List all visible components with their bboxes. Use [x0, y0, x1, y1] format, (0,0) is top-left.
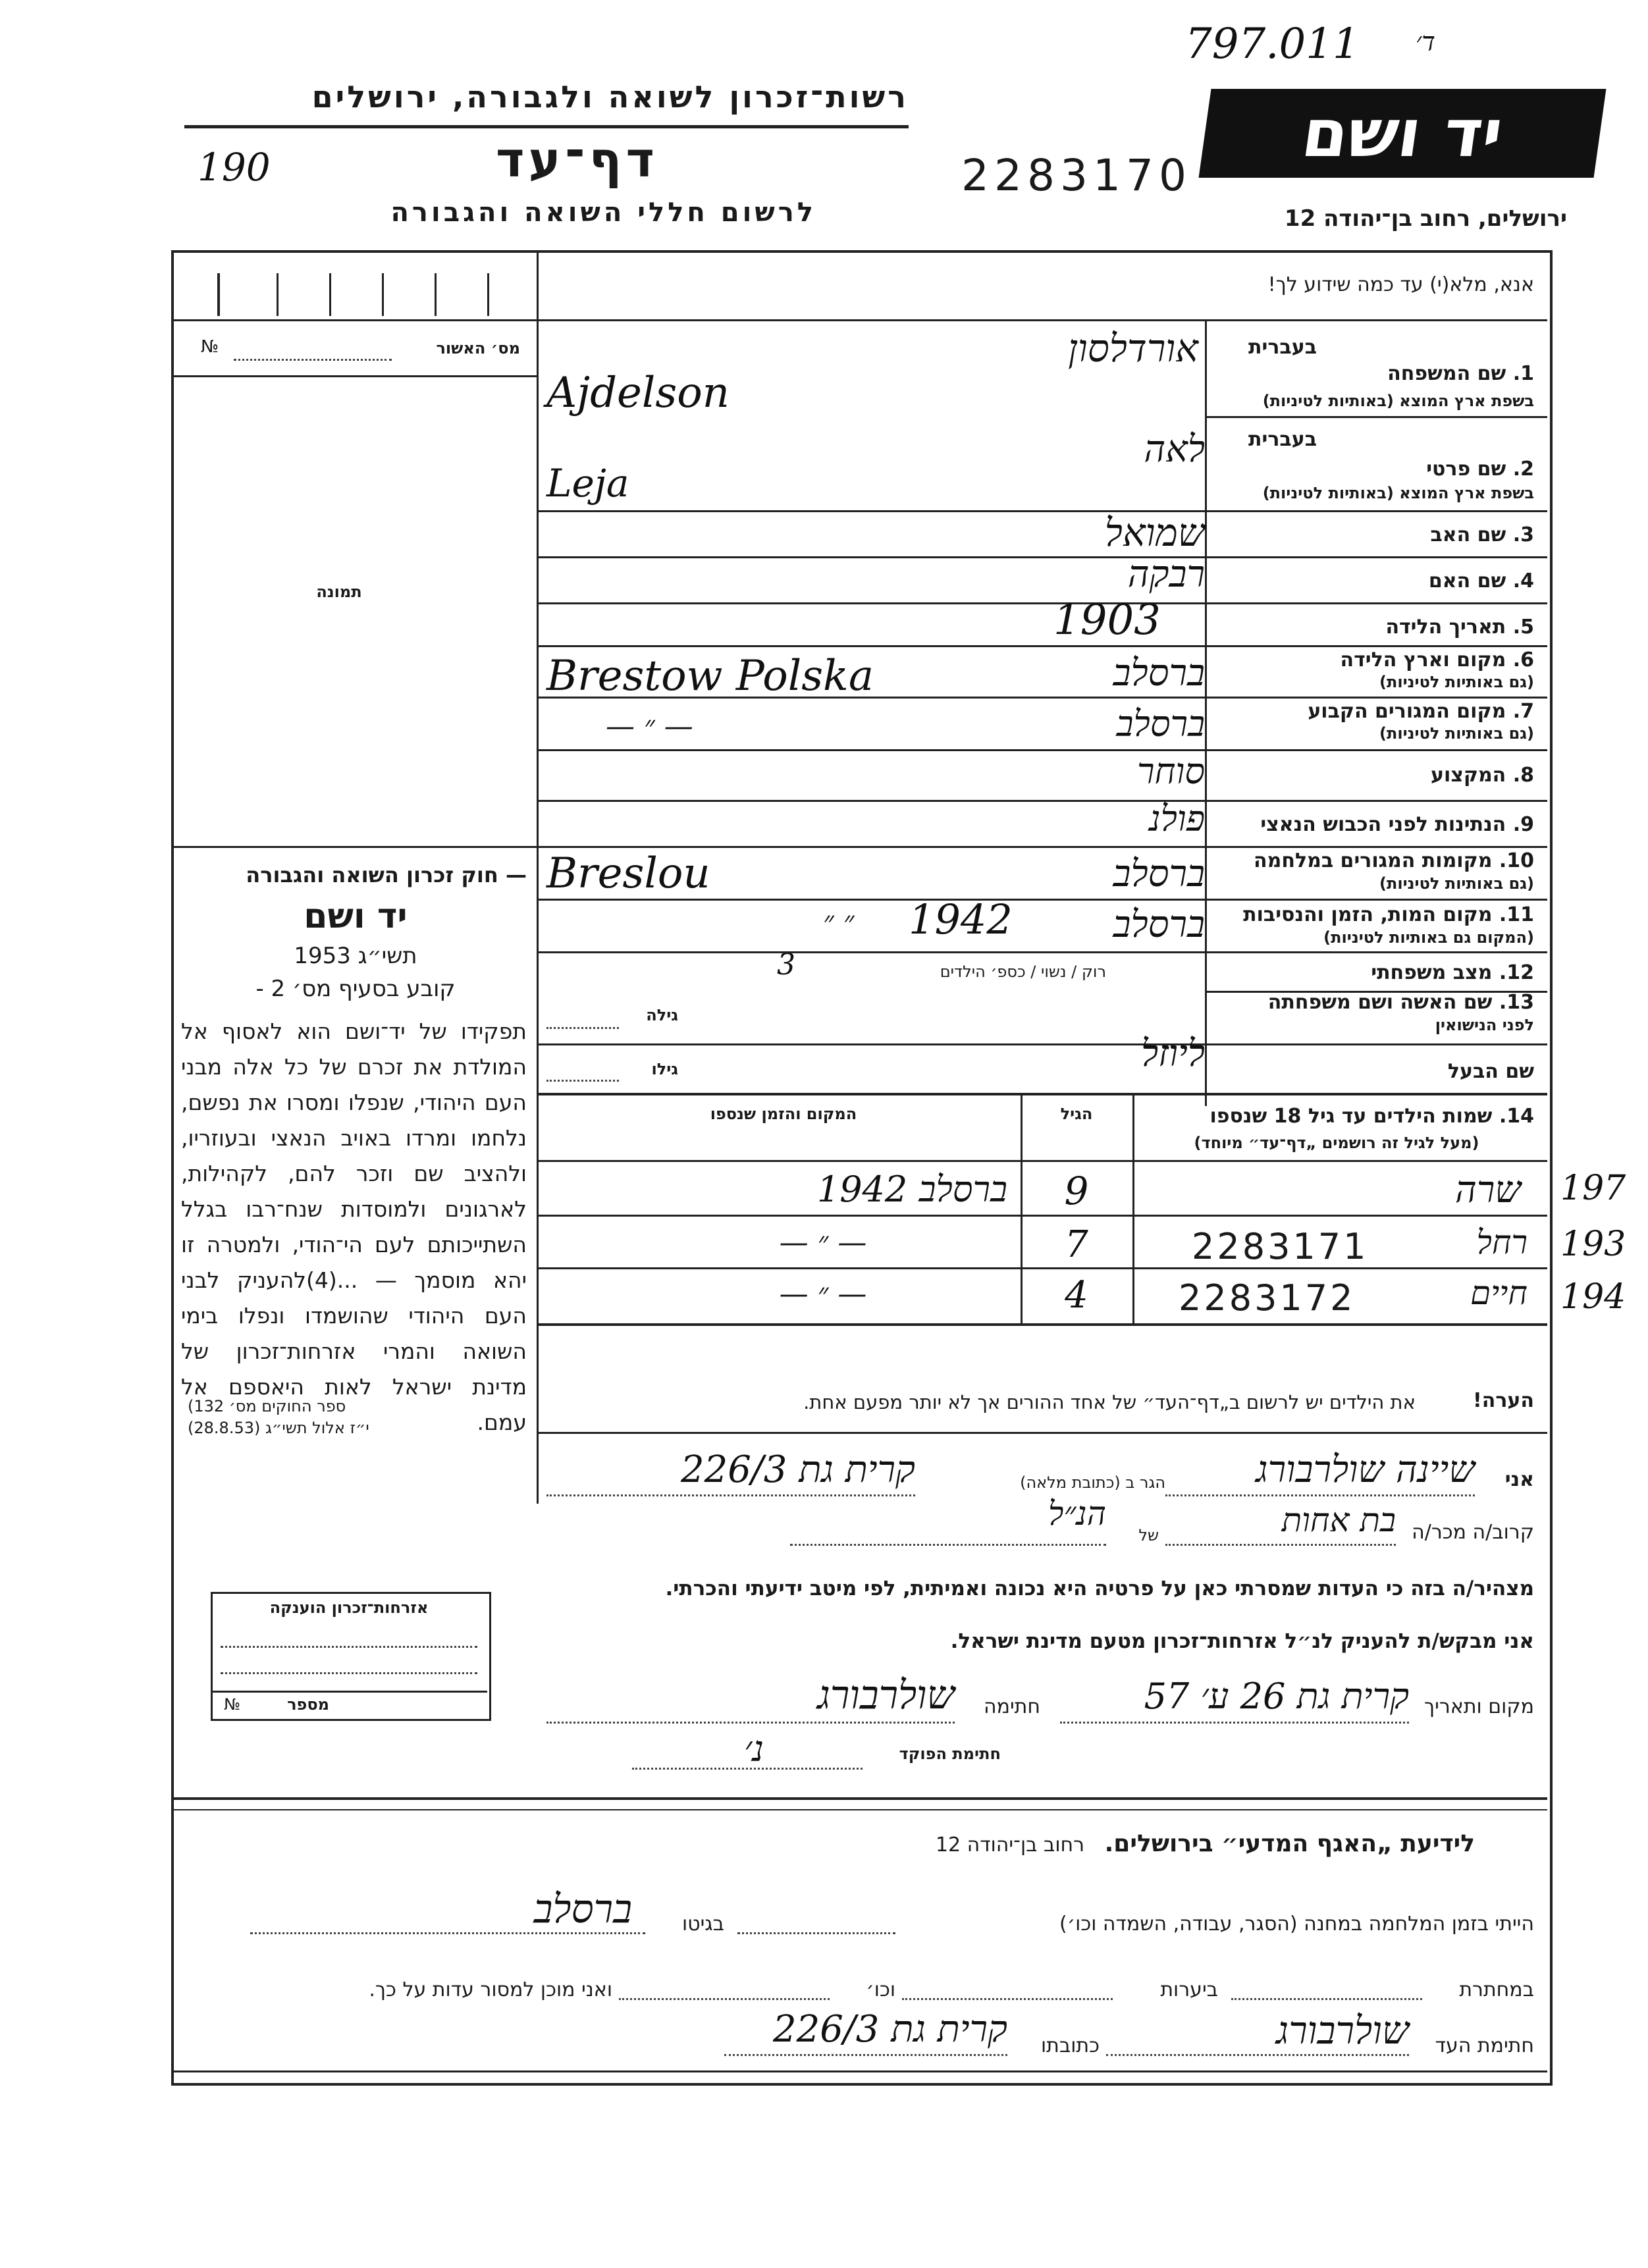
field-8-rule	[537, 800, 1547, 802]
field-10-sub: (גם באותיות לטיניות)	[1379, 874, 1534, 893]
field-12-label: 12. מצב משפחתי	[1371, 961, 1534, 984]
child-3-name: חיים	[1470, 1274, 1528, 1312]
child-3-serial: 2283172	[1179, 1277, 1356, 1319]
field-12-options: רוק / נשוי / כספ׳ הילדים	[940, 963, 1106, 981]
child-2-age: 7	[1065, 1223, 1088, 1266]
place-date-label: מקום ותאריך	[1424, 1695, 1534, 1718]
children-label: 14. שמות הילדים עד גיל 18 שנספו	[1209, 1105, 1534, 1128]
field-13-sub: לפני הנישואין	[1435, 1016, 1534, 1034]
children-bottom-rule	[537, 1323, 1547, 1326]
wife-age-label: גילה	[646, 1006, 678, 1024]
child-3-place: — ״ —	[779, 1277, 867, 1311]
children-age-divider	[1021, 1094, 1023, 1325]
field-14-top-rule	[537, 1093, 1547, 1095]
declarant-address: קרית גת 226/3	[681, 1448, 915, 1491]
header-rule	[184, 125, 909, 128]
photo-top-rule	[171, 375, 537, 377]
field-7-sub: (גם באותיות לטיניות)	[1379, 724, 1534, 743]
relation-value: בת אחות	[1281, 1501, 1396, 1539]
witness-signature-line	[1106, 2054, 1409, 2056]
wife-age-line	[546, 1027, 619, 1029]
etc-line	[619, 1998, 830, 2000]
ghetto-line	[250, 1932, 645, 1934]
husband-age-label: גילו	[651, 1060, 678, 1078]
field-6-latin: Brestow Polska	[546, 652, 874, 700]
forests-line	[902, 1998, 1113, 2000]
remark-title: הערה!	[1473, 1389, 1534, 1412]
field-1-label: 1. שם המשפחה	[1387, 362, 1534, 385]
witness-address-line	[724, 2054, 1007, 2056]
photo-bottom-rule	[171, 846, 537, 848]
citizenship-line	[221, 1646, 477, 1648]
field-5-rule	[537, 645, 1547, 647]
statement-1: מצהיר/ה בזה כי העדות שמסרתי כאן על פרטיה היא נכונה ואמיתית, לפי מיטב ידיעתי והכרתי.	[665, 1577, 1534, 1600]
field-2-latin: Leja	[546, 461, 629, 506]
children-name-divider	[1132, 1094, 1134, 1325]
field-7-ditto: — ״ —	[606, 710, 693, 743]
children-header-rule	[537, 1160, 1547, 1162]
child-2-name: רחל	[1476, 1223, 1528, 1261]
field-2-label: 2. שם פרטי	[1426, 458, 1534, 481]
law-title: — חוק זכרון השואה והגבורה	[246, 862, 527, 887]
declarant-name: שיינה שולרבורג	[1256, 1448, 1475, 1491]
field-3-label: 3. שם האב	[1430, 523, 1534, 546]
footer-title-text: לידיעת „האגף המדעי״ בירושלים.	[1104, 1830, 1475, 1857]
of-label: של	[1138, 1526, 1159, 1544]
of-line	[790, 1544, 1106, 1546]
field-5-label: 5. תאריך הלידה	[1385, 616, 1534, 639]
place-date-line	[1060, 1722, 1409, 1724]
field-1-hebrew: אורדלסון	[1068, 326, 1198, 371]
photo-placeholder: תמונה	[316, 583, 362, 601]
child-1-row-number: 197	[1560, 1169, 1626, 1208]
perforation	[217, 273, 220, 316]
left-top-rule	[171, 319, 537, 321]
field-4-rule	[537, 602, 1547, 604]
ghetto-label: בגיטו	[681, 1912, 724, 1936]
relation-line	[1165, 1544, 1396, 1546]
child-1-age: 9	[1064, 1169, 1089, 1213]
field-9-label: 9. הנתינות לפני הכבוש הנאצי	[1260, 813, 1534, 836]
field-9-rule	[537, 846, 1547, 848]
place-date-value: קרית גת 26 ע׳ 57	[1144, 1675, 1409, 1717]
citizenship-line	[221, 1672, 477, 1674]
logo	[1199, 89, 1607, 178]
witness-signature: שולרבורג	[1276, 2008, 1409, 2053]
field-6-hebrew: ברסלב	[1113, 652, 1205, 695]
citizenship-no-sign: №	[224, 1695, 240, 1714]
witness-address-label: כתובתו	[1041, 2034, 1100, 2057]
field-11-ditto: ״ ״	[823, 905, 855, 939]
footer-separator	[171, 1797, 1547, 1800]
law-year: תשי״ג 1953	[294, 943, 417, 969]
left-column-divider	[537, 253, 539, 1504]
husband-age-line	[546, 1080, 619, 1082]
forests-label: ביערות	[1160, 1978, 1218, 2001]
law-logo: יד ושם	[304, 897, 408, 936]
field-10-rule	[537, 899, 1547, 901]
form-subtitle: לרשום חללי השואה והגבורה	[390, 198, 816, 228]
field-4-value: רבקה	[1127, 553, 1205, 596]
field-11-year: 1942	[909, 895, 1013, 943]
page-number: 190	[198, 145, 271, 190]
underground-line	[1231, 1998, 1422, 2000]
child-2-serial: 2283171	[1192, 1226, 1369, 1267]
field-6-sub: (גם באותיות לטיניות)	[1379, 673, 1534, 691]
field-11-label: 11. מקום המות, הזמן והנסיבות	[1243, 903, 1534, 926]
approval-no-sign: №	[201, 337, 219, 357]
field-3-value: שמואל	[1104, 510, 1205, 555]
archive-number: 797.011	[1185, 20, 1360, 68]
officer-signature: נ׳	[744, 1728, 764, 1770]
declarant-line	[1165, 1494, 1475, 1496]
field-10-label: 10. מקומות המגורים במלחמה	[1254, 849, 1534, 872]
field-11-sub: (המקום גם באותיות לטיניות)	[1323, 928, 1534, 947]
field-9-value: פולנ	[1149, 798, 1205, 839]
child-1-place: ברסלב 1942	[816, 1169, 1007, 1210]
husband-value: ליוזל	[1140, 1032, 1205, 1075]
field-13-label: 13. שם האשה ושם משפחתה	[1267, 991, 1534, 1014]
perforation	[329, 273, 331, 316]
intro-text: אנא, מלא(י) עד כמה שידוע לך!	[1267, 273, 1534, 296]
child-3-row-number: 194	[1560, 1277, 1626, 1317]
child-2-rule	[537, 1267, 1547, 1269]
law-section: קובע בסעיף מס׳ 2 -	[255, 976, 456, 1002]
approval-label: מס׳ האשור	[436, 339, 520, 357]
frame-inner-bottom	[171, 2070, 1547, 2072]
testimony-statement: ואני מוכן למסור עדות על כך.	[369, 1978, 612, 2001]
field-1-latin: Ajdelson	[546, 369, 730, 417]
officer-label: חתימת הפוקד	[899, 1745, 1001, 1763]
intro-rule	[537, 319, 1547, 321]
perforation	[277, 273, 279, 316]
perforation	[382, 273, 384, 316]
witness-address: קרית גת 226/3	[773, 2008, 1007, 2051]
address: ירושלים, רחוב בן־יהודה 12	[1284, 205, 1567, 232]
footer-line-1: הייתי בזמן המלחמה במחנה (הסגר, עבודה, השמדה וכו׳)	[1059, 1912, 1534, 1936]
field-7-hebrew: ברסלב	[1116, 703, 1205, 745]
camp-line	[737, 1932, 895, 1934]
field-10-hebrew: ברסלב	[1113, 853, 1205, 895]
witness-signature-label: חתימת העד	[1435, 2034, 1534, 2057]
logo-text: יד ושם	[1297, 95, 1508, 172]
children-note: (מעל לגיל זה רושמים „דף־עד״ מיוחד)	[1194, 1134, 1479, 1152]
field-7-label: 7. מקום המגורים הקבוע	[1308, 700, 1534, 723]
institution-name: רשות־זכרון לשואה ולגבורה, ירושלים	[311, 79, 909, 115]
field-2-hebrew: לאה	[1144, 428, 1205, 471]
perforation	[435, 273, 437, 316]
perforation	[487, 273, 489, 316]
children-place-header: המקום והזמן שנספו	[710, 1105, 857, 1123]
field-12-children: 3	[777, 948, 795, 982]
remark-rule	[537, 1432, 1547, 1434]
label-column-divider	[1205, 319, 1207, 1106]
relative-label: קרוב/ה מכר/ה	[1412, 1521, 1534, 1544]
field-11-rule	[537, 951, 1547, 953]
in-hebrew-2: בעברית	[1248, 428, 1317, 451]
citizenship-title: אזרחות־זכרון הוענקה	[269, 1598, 429, 1617]
footer-title	[816, 1830, 1475, 1857]
child-1-name: שרה	[1455, 1169, 1521, 1211]
law-body: תפקידו של יד־ושם הוא לאסוף אל המולדת את זכרם של כל אלה מבני העם היהודי, שנפלו ומסרו את נפשם, נלחמו ומרדו באויב הנאצי ובעוזריו, ולהציב שם וזכר להם, לקהילות, לארגונים ולמוסדות שנח־רבו בגלל השתייכותם לעם הי־הודי, ולמטרה זו יהא מוסמך — ...(4)להעניק לבני העם היהודי שהושמדו ונפלו בימי השואה והמרי אזרחות־זכרון של מדינת ישראל לאות היאספם אל עמם.	[181, 1018, 527, 1435]
citizenship-number-label: מספר	[287, 1695, 329, 1714]
ghetto-value: ברסלב	[533, 1886, 632, 1932]
field-5-value: 1903	[1053, 596, 1161, 645]
officer-line	[632, 1768, 863, 1770]
remark-text: את הילדים יש לרשום ב„דף־העד״ של אחד ההורים אך לא יותר מפעם אחת.	[803, 1391, 1416, 1413]
of-value: הנ״ל	[1048, 1494, 1106, 1533]
signature-value: שולרבורג	[817, 1672, 955, 1718]
serial-number: 2283170	[961, 150, 1192, 201]
field-11-hebrew: ברסלב	[1113, 903, 1205, 946]
statement-2: אני מבקש/ת להעניק לנ״ל אזרחות־זכרון מטעם מדינת ישראל.	[950, 1629, 1534, 1653]
signature-line	[546, 1722, 955, 1724]
declaration-i-am: אני	[1504, 1468, 1534, 1491]
child-2-place: — ״ —	[779, 1226, 867, 1259]
residing-label: הגר ב (כתובת מלאה)	[1020, 1473, 1165, 1492]
child-1-rule	[537, 1215, 1547, 1217]
field-8-label: 8. המקצוע	[1431, 764, 1534, 787]
form-title: דף־עד	[496, 132, 658, 188]
in-hebrew-1: בעברית	[1248, 336, 1317, 359]
field-6-label: 6. מקום וארץ הלידה	[1340, 648, 1534, 672]
law-date: י״ז אלול תשי״ג (28.8.53)	[188, 1419, 369, 1437]
field-2-sub: בשפת ארץ המוצא (באותיות לטיניות)	[1262, 484, 1534, 502]
law-ref: (ספר החוקים מס׳ 132	[188, 1397, 346, 1415]
field-10-latin: Breslou	[546, 849, 710, 898]
field-8-value: סוחר	[1136, 751, 1205, 792]
children-age-header: הגיל	[1060, 1105, 1093, 1123]
citizenship-rule	[211, 1691, 487, 1693]
address-line	[546, 1494, 915, 1496]
etc-label: וכו׳	[866, 1978, 895, 2001]
child-2-row-number: 193	[1560, 1225, 1626, 1264]
approval-line	[234, 359, 392, 361]
field-1-sub: בשפת ארץ המוצא (באותיות לטיניות)	[1262, 392, 1534, 410]
field-6-rule	[537, 697, 1547, 699]
footer-separator-2	[171, 1809, 1547, 1810]
signature-label: חתימה	[983, 1695, 1040, 1718]
child-3-age: 4	[1065, 1274, 1088, 1317]
underground-label: במחתרת	[1459, 1978, 1534, 2001]
footer-address: רחוב בן־יהודה 12	[935, 1833, 1085, 1857]
field-1-rule	[1205, 416, 1547, 418]
husband-label: שם הבעל	[1447, 1060, 1534, 1083]
corner-scribble: ד׳	[1416, 27, 1435, 57]
field-4-label: 4. שם האם	[1428, 569, 1534, 593]
